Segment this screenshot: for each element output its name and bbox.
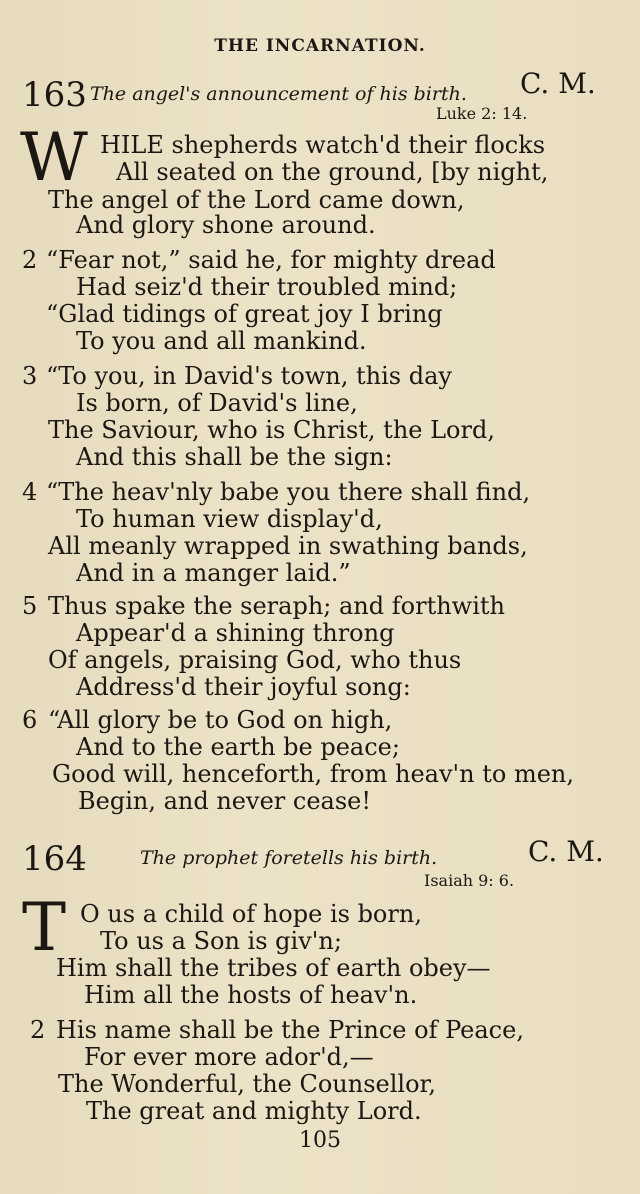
hymn-meter: C. M. [520, 67, 596, 100]
hymn-line: HILE shepherds watch'd their flocks [100, 131, 546, 159]
hymn-line: Him shall the tribes of earth obey— [56, 954, 491, 982]
hymn-line: The Wonderful, the Counsellor, [58, 1070, 436, 1098]
hymn-line: His name shall be the Prince of Peace, [56, 1016, 524, 1044]
hymn-number: 164 [22, 839, 87, 879]
verse-number: 3 [22, 362, 38, 390]
hymn-line: All seated on the ground, [by night, [116, 158, 549, 186]
scripture-reference: Luke 2: 14. [436, 104, 528, 123]
hymn-heading [0, 68, 640, 128]
hymn-meter: C. M. [528, 835, 604, 868]
hymn-heading [0, 835, 640, 898]
hymn-line: The Saviour, who is Christ, the Lord, [48, 416, 495, 444]
hymn-line: And in a manger laid.” [76, 559, 351, 587]
hymn-number: 163 [22, 75, 87, 115]
page-number: 105 [299, 1128, 341, 1153]
hymn-line: To you and all mankind. [76, 327, 367, 355]
hymn-line: Of angels, praising God, who thus [48, 646, 462, 674]
scripture-reference: Isaiah 9: 6. [424, 871, 515, 890]
hymn-title: The angel's announcement of his birth. [90, 83, 467, 105]
hymn-line: And glory shone around. [76, 211, 376, 239]
verse-number: 6 [22, 706, 38, 734]
drop-cap: T [22, 889, 67, 966]
running-header: THE INCARNATION. [214, 36, 426, 56]
hymn-line: Is born, of David's line, [76, 389, 358, 417]
hymn-line: The angel of the Lord came down, [48, 186, 465, 214]
hymn-line: For ever more ador'd,— [84, 1043, 374, 1071]
hymn-line: “Glad tidings of great joy I bring [46, 300, 443, 328]
hymn-title: The prophet foretells his birth. [140, 847, 438, 869]
hymn-line: “Fear not,” said he, for mighty dread [46, 246, 496, 274]
hymn-line: Begin, and never cease! [78, 787, 371, 815]
hymn-line: “All glory be to God on high, [48, 706, 393, 734]
verse-number: 2 [22, 246, 38, 274]
hymn-line: Address'd their joyful song: [76, 673, 411, 701]
hymn-line: Good will, henceforth, from heav'n to men, [52, 760, 574, 788]
hymn-line: Him all the hosts of heav'n. [84, 981, 418, 1009]
hymn-line: The great and mighty Lord. [86, 1097, 422, 1125]
hymn-line: Appear'd a shining throng [76, 619, 395, 647]
hymn-line: All meanly wrapped in swathing bands, [48, 532, 528, 560]
hymn-line: Had seiz'd their troubled mind; [76, 273, 458, 301]
hymn-line: “The heav'nly babe you there shall find, [46, 478, 531, 506]
hymn-line: To human view display'd, [76, 505, 383, 533]
verse-number: 5 [22, 592, 38, 620]
hymn-line: To us a Son is giv'n; [100, 927, 342, 955]
hymn-line: “To you, in David's town, this day [46, 362, 452, 390]
hymn-line: And to the earth be peace; [76, 733, 400, 761]
hymn-line: And this shall be the sign: [76, 443, 393, 471]
verse-number: 2 [30, 1016, 46, 1044]
drop-cap: W [20, 119, 88, 196]
verse-number: 4 [22, 478, 38, 506]
hymn-line: O us a child of hope is born, [80, 900, 422, 928]
hymn-line: Thus spake the seraph; and forthwith [48, 592, 505, 620]
